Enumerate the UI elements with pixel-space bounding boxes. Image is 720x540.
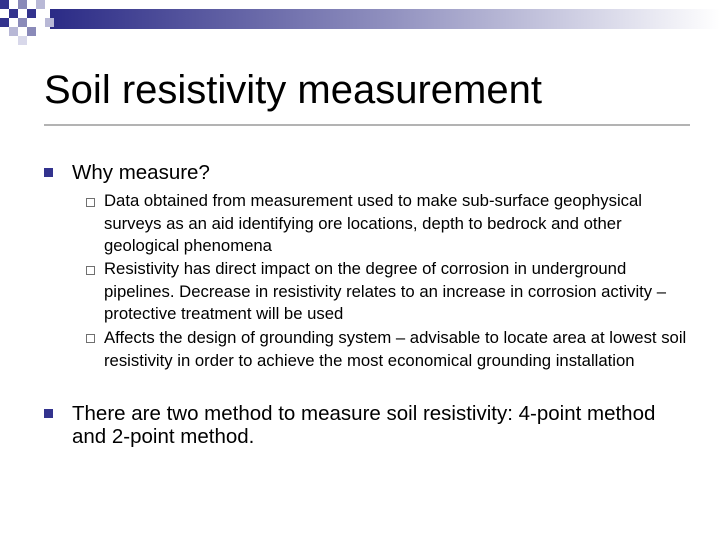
header-square	[18, 0, 27, 9]
header-square	[36, 0, 45, 9]
header-square	[9, 27, 18, 36]
header-square	[0, 0, 9, 9]
bullet-marker	[44, 168, 53, 177]
header-square	[27, 27, 36, 36]
sub-bullet-marker	[86, 266, 95, 275]
header-band	[50, 9, 720, 29]
header-square	[18, 18, 27, 27]
header-square	[18, 36, 27, 45]
sub-bullet-marker	[86, 198, 95, 207]
header-square	[9, 9, 18, 18]
header-square	[45, 18, 54, 27]
bullet-why-measure: Why measure?	[72, 161, 210, 184]
bullet-two-methods: There are two method to measure soil resistivity: 4-point method and 2-point method.	[72, 402, 656, 448]
slide-title: Soil resistivity measurement	[44, 68, 542, 112]
sub-bullet-resistivity-impact: Resistivity has direct impact on the degree of corrosion in underground pipelines. Decrease in resistivity relates to an increase in corrosion activity – protective treatment will be used	[104, 259, 667, 323]
title-divider	[44, 124, 690, 126]
header-square	[27, 9, 36, 18]
header-square	[0, 18, 9, 27]
sub-bullet-grounding-design: Affects the design of grounding system – advisable to locate area at lowest soil resistivity in order to achieve the most economical grounding installation	[104, 328, 687, 370]
bullet-marker	[44, 409, 53, 418]
sub-bullet-data-obtained: Data obtained from measurement used to make sub-surface geophysical surveys as an aid identifying ore locations, depth to bedrock and other geological phenomena	[104, 191, 642, 255]
header-decoration	[0, 0, 720, 46]
sub-bullet-marker	[86, 334, 95, 343]
